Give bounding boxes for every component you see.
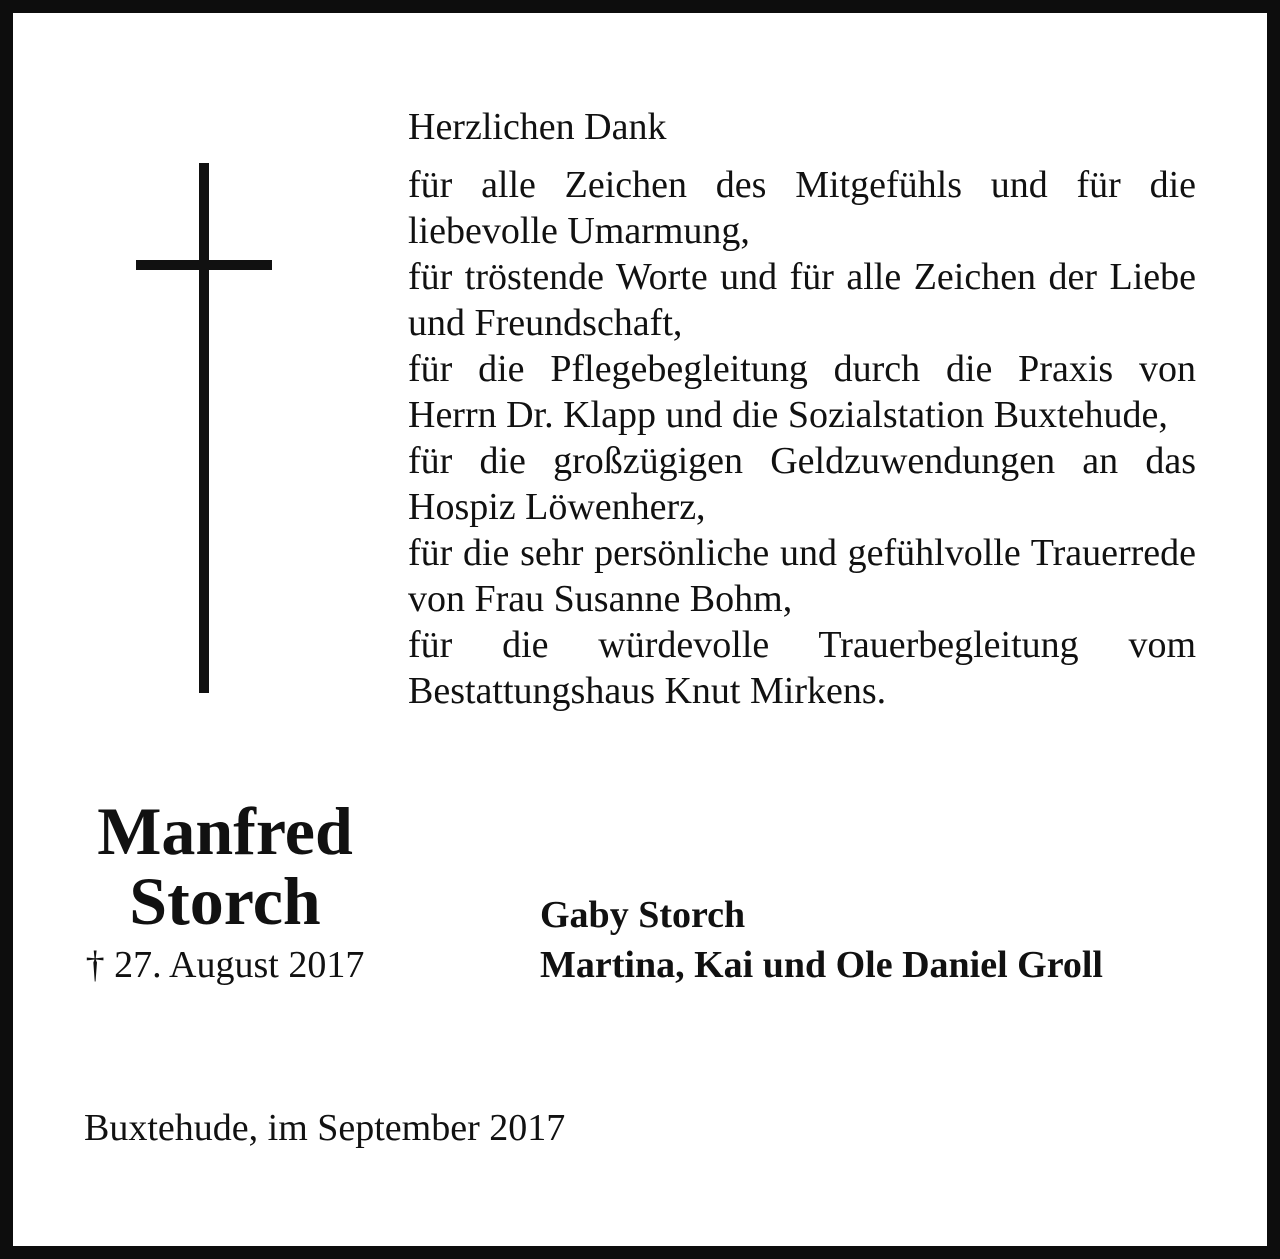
cross-vertical-beam <box>199 163 209 693</box>
deceased-block <box>40 793 410 988</box>
thanks-item: für die Pflegebegleitung durch die Praxis von Herrn Dr. Klapp und die Sozialstation Buxtehude, <box>408 348 1196 436</box>
death-date: † 27. August 2017 <box>85 944 365 986</box>
thanks-heading: Herzlichen Dank <box>408 106 667 148</box>
cross-horizontal-beam <box>136 260 272 270</box>
thanks-item: für die sehr persönliche und gefühlvolle Trauerrede von Frau Susanne Bohm, <box>408 532 1196 620</box>
mourner-name: Gaby Storch <box>540 894 746 936</box>
thanks-item: für alle Zeichen des Mitgefühls und für die liebevolle Umarmung, <box>408 164 1196 252</box>
deceased-first-name: Manfred <box>97 793 353 869</box>
deceased-last-name: Storch <box>129 863 321 939</box>
thanks-item: für die großzügigen Geldzuwendungen an das Hospiz Löwenherz, <box>408 440 1196 528</box>
thanks-list <box>408 162 1196 714</box>
thanks-item: für die würdevolle Trauerbegleitung vom Bestattungshaus Knut Mirkens. <box>408 624 1196 712</box>
mourners-block <box>540 890 1103 990</box>
mourner-name: Martina, Kai und Ole Daniel Groll <box>540 944 1103 986</box>
place-and-date: Buxtehude, im September 2017 <box>84 1107 566 1149</box>
thanks-item: für tröstende Worte und für alle Zeichen der Liebe und Freundschaft, <box>408 256 1196 344</box>
